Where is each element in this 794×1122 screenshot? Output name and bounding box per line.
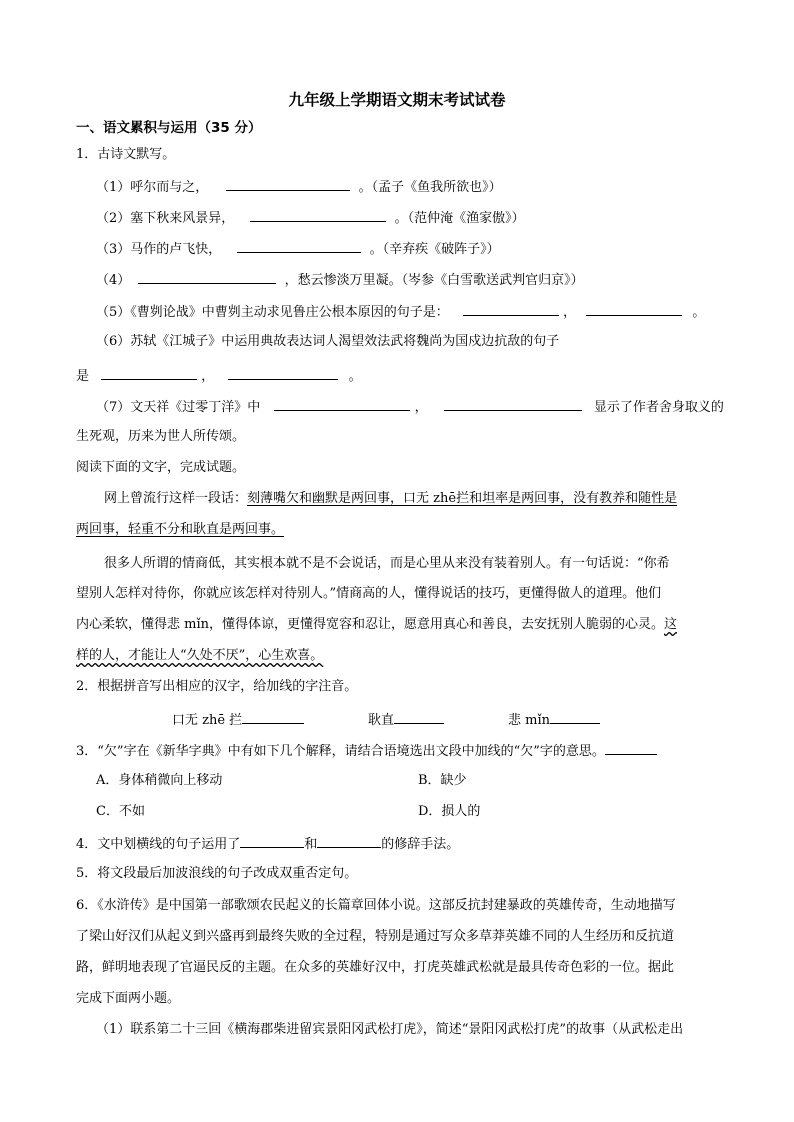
q1-item-2-text: （2）塞下秋来风景异， <box>96 211 235 226</box>
q1-item-1-source: 。（孟子《鱼我所欲也》） <box>358 180 502 195</box>
q1-stem: 1．古诗文默写。 <box>76 147 176 162</box>
q2-blank-c[interactable] <box>550 710 600 724</box>
q1-item-2 <box>96 208 525 228</box>
q3-option-d[interactable]: D．损人的 <box>418 804 481 819</box>
q4-tail: 的修辞手法。 <box>381 837 460 852</box>
section-heading: 一、语文累积与运用（35 分） <box>76 120 262 136</box>
q1-blank-3[interactable] <box>237 239 361 253</box>
q1-blank-1[interactable] <box>226 177 350 191</box>
q1-item-5 <box>96 302 705 322</box>
q1-blank-2[interactable] <box>250 208 386 222</box>
passage-para1-lead: 网上曾流行这样一段话： <box>104 491 248 506</box>
q1-blank-7b[interactable] <box>444 397 582 411</box>
q1-item-3-source: 。（辛弃疾《破阵子》） <box>369 242 500 257</box>
underlined-sentence: 刻薄嘴欠和幽默是两回事，口无 zhē拦和坦率是两回事，没有教养和随性是 <box>247 491 678 506</box>
q6-line2: 了梁山好汉们从起义到兴盛再到最终失败的全过程，特别是通过写众多草莽英雄不同的人生经历和反抗道 <box>76 929 675 944</box>
passage-para2-line2: 望别人怎样对待你，你就应该怎样对待别人。”情商高的人，懂得说话的技巧，更懂得做人的道理。他们 <box>76 586 662 601</box>
q1-item-6-line1: （6）苏轼《江城子》中运用典故表达词人渴望效法武将魏尚为国戍边抗敌的句子 <box>96 334 560 349</box>
q2-item-c-label: 悲 mǐn <box>508 713 550 728</box>
q4-blank-1[interactable] <box>240 834 304 848</box>
q3-option-a[interactable]: A．身体稍微向上移动 <box>96 773 223 788</box>
passage-para1-line1 <box>104 490 677 508</box>
q1-blank-4[interactable] <box>138 270 276 284</box>
q2-item-b-label: 耿直 <box>368 713 395 728</box>
q1-item-5-text: （5）《曹刿论战》中曹刿主动求见鲁庄公根本原因的句子是： <box>96 305 449 320</box>
q2-blank-b[interactable] <box>394 710 444 724</box>
q3-answer-blank[interactable] <box>605 741 657 755</box>
q2-item-b <box>368 710 444 730</box>
q1-item-6-prefix: 是 <box>76 369 90 384</box>
q1-item-3-text: （3）马作的卢飞快， <box>96 242 222 257</box>
q1-item-4-text: ，愁云惨淡万里凝。（岑参《白雪歌送武判官归京》） <box>284 273 584 288</box>
q1-item-6-end: 。 <box>348 369 362 384</box>
page-title: 九年级上学期语文期末考试试卷 <box>288 91 506 109</box>
q1-item-7-comma: ， <box>414 400 428 415</box>
wavy-sentence-start: 这 <box>664 617 678 632</box>
q6-line3: 路，鲜明地表现了官逼民反的主题。在众多的英雄好汉中，打虎英雄武松就是最具传奇色彩的一位。据此 <box>76 960 675 975</box>
q1-item-2-source: 。（范仲淹《渔家傲》） <box>394 211 525 226</box>
q1-item-4 <box>96 270 584 290</box>
q3-option-b[interactable]: B．缺少 <box>418 773 467 788</box>
q3-stem-text: 3．“欠”字在《新华字典》中有如下几个解释，请结合语境选出文段中加线的“欠”字的意思。 <box>76 744 605 759</box>
q3-stem <box>76 741 657 761</box>
q4-blank-2[interactable] <box>317 834 381 848</box>
q6-subquestion-1: （1）联系第二十三回《横海郡柴进留宾景阳冈武松打虎》，简述“景阳冈武松打虎”的故事（从武松走出 <box>96 1022 684 1037</box>
passage-para1-line2 <box>76 521 284 539</box>
q1-item-7-line2: 生死观，历来为世人所传颂。 <box>76 429 246 444</box>
q5: 5．将文段最后加波浪线的句子改成双重否定句。 <box>76 866 358 881</box>
q1-item-1-text: （1）呼尔而与之， <box>96 180 209 195</box>
q2-item-c <box>508 710 600 730</box>
passage-para2-line1: 很多人所谓的情商低，其实根本就不是不会说话，而是心里从来没有装着别人。有一句话说：“你希 <box>104 556 670 571</box>
q1-item-6-line2 <box>76 366 362 386</box>
passage-para2-line3-text: 内心柔软，懂得悲 mǐn，懂得体谅，更懂得宽容和忍让，愿意用真心和善良，去安抚别人脆弱的心灵。 <box>76 617 664 632</box>
q1-item-7-line1 <box>96 397 724 417</box>
q1-blank-7a[interactable] <box>274 397 410 411</box>
passage-para2-line3 <box>76 616 677 634</box>
reading-instruction: 阅读下面的文字，完成试题。 <box>76 460 246 475</box>
q1-item-1 <box>96 177 502 197</box>
q6-line4: 完成下面两小题。 <box>76 991 181 1006</box>
q1-blank-6b[interactable] <box>228 366 338 380</box>
q6-line1: 6．《水浒传》是中国第一部歌颂农民起义的长篇章回体小说。这部反抗封建暴政的英雄传奇，生动地描写 <box>76 898 676 913</box>
q1-item-5-end: 。 <box>692 305 706 320</box>
q1-blank-5a[interactable] <box>463 302 559 316</box>
q4 <box>76 834 459 854</box>
q1-item-7-tail: 显示了作者舍身取义的 <box>593 400 724 415</box>
q2-item-a-label: 口无 zhē 拦 <box>172 713 243 728</box>
q4-and: 和 <box>304 837 318 852</box>
q2-stem: 2．根据拼音写出相应的汉字，给加线的字注音。 <box>76 679 358 694</box>
q1-item-7-text: （7）文天祥《过零丁洋》中 <box>96 400 261 415</box>
underlined-sentence-end: 两回事，轻重不分和耿直是两回事。 <box>76 522 285 537</box>
q1-item-6-comma: ， <box>201 369 215 384</box>
q1-blank-6a[interactable] <box>101 366 197 380</box>
q2-blank-a[interactable] <box>242 710 304 724</box>
q1-item-4-number: （4） <box>96 273 131 288</box>
q4-text: 4．文中划横线的句子运用了 <box>76 837 241 852</box>
q1-item-5-comma: ， <box>563 305 577 320</box>
q2-item-a <box>172 710 304 730</box>
passage-para2-line4 <box>76 647 323 665</box>
q3-option-c[interactable]: C．不如 <box>96 804 145 819</box>
q1-blank-5b[interactable] <box>586 302 682 316</box>
q1-item-3 <box>96 239 500 259</box>
wavy-sentence: 样的人，才能让人“久处不厌”，心生欢喜。 <box>76 648 324 663</box>
